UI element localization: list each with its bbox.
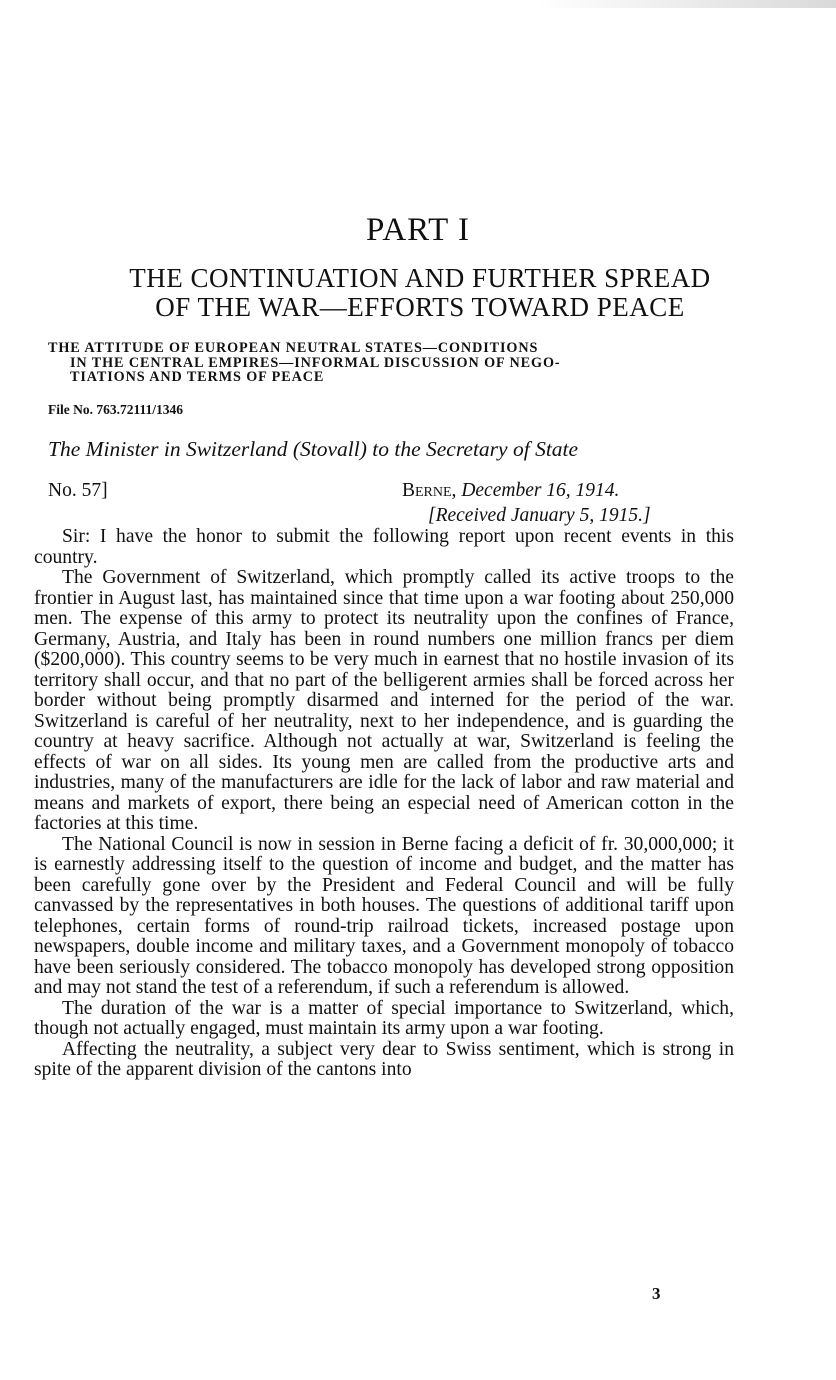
section-heading (48, 341, 748, 385)
letter-body (34, 527, 734, 1081)
paragraph-2: The Government of Switzerland, which promptly called its active troops to the frontier in August last, has maintained since that time upon a war footing about 250,000 men. The expense of this army to protect its neutrality upon the confines of France, Germany, Austria, and Italy has been in round numbers one million francs per diem ($200,000). This country seems to be very much in earnest that no hostile invasion of its territory shall occur, and that no part of the belligerent armies shall be forced across her border without being promptly disarmed and interned for the period of the war. Switzerland is careful of her neutrality, next to her independence, and is guarding the country at heavy sacrifice. Although not actually at war, Switzerland is feeling the effects of war on all sides. Its young men are called from the productive arts and industries, many of the manufacturers are idle for the lack of labor and raw material and means and markets of export, there being an especial need of American cotton in the factories at this time. (34, 567, 734, 834)
section-heading-line-1: THE ATTITUDE OF EUROPEAN NEUTRAL STATES—CONDITIONS (48, 340, 539, 356)
section-heading-line-3: TIATIONS AND TERMS OF PEACE (70, 369, 325, 385)
main-title (40, 264, 800, 322)
section-heading-line-2: IN THE CENTRAL EMPIRES—INFORMAL DISCUSSION OF NEGO- (70, 354, 561, 371)
document-heading: The Minister in Switzerland (Stovall) to the Secretary of State (48, 437, 579, 461)
received-date: [Received January 5, 1915.] (428, 505, 651, 526)
part-title: PART I (366, 212, 470, 248)
scan-edge-shadow (536, 0, 836, 8)
document-number: No. 57] (48, 480, 108, 501)
dateline-place: Berne, (402, 480, 457, 501)
main-title-line-2: OF THE WAR—EFFORTS TOWARD PEACE (155, 292, 685, 322)
paragraph-5: Affecting the neutrality, a subject very dear to Swiss sentiment, which is strong in spite of the apparent division of the cantons into (34, 1038, 734, 1080)
dateline (402, 480, 619, 502)
file-number: File No. 763.72111/1346 (48, 402, 183, 417)
paragraph-1: Sir: I have the honor to submit the following report upon recent events in this country. (34, 526, 734, 568)
dateline-date: December 16, 1914. (461, 480, 620, 501)
page-number: 3 (652, 1284, 661, 1303)
paragraph-4: The duration of the war is a matter of special importance to Switzerland, which, though not actually engaged, must maintain its army upon a war footing. (34, 997, 734, 1039)
paragraph-3: The National Council is now in session in Berne facing a deficit of fr. 30,000,000; it is earnestly addressing itself to the question of income and budget, and the matter has been carefully gone over by the President and Federal Council and will be fully canvassed by the representatives in both houses. The questions of additional tariff upon telephones, certain forms of round-trip railroad tickets, increased postage upon newspapers, double income and military taxes, and a Government monopoly of tobacco have been seriously considered. The tobacco monopoly has developed strong opposition and may not stand the test of a referendum, if such a referendum is allowed. (34, 833, 734, 998)
main-title-line-1: THE CONTINUATION AND FURTHER SPREAD (129, 263, 711, 293)
